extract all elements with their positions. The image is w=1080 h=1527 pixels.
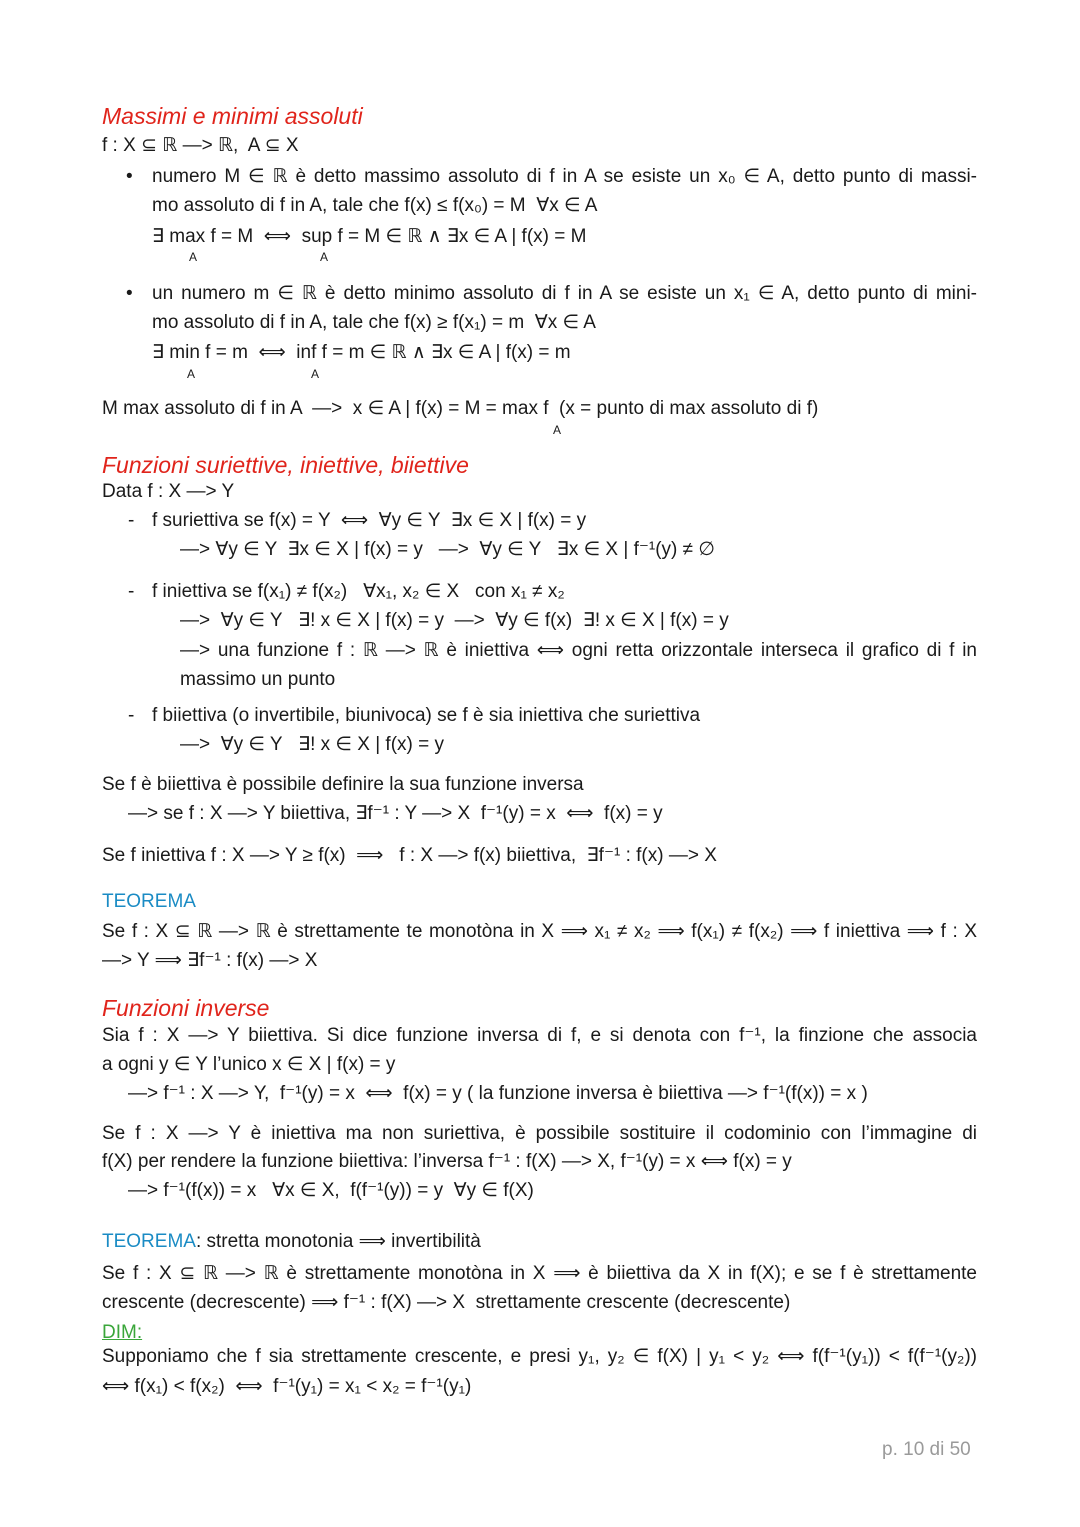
text-line: M max assoluto di f in A —> x ∈ A | f(x) = M = max f (x = punto di max assoluto di f) (102, 398, 819, 419)
theorem-label: TEOREMA (102, 891, 196, 912)
section-heading: Funzioni inverse (102, 995, 270, 1021)
text-line: ∃ min f = m ⟺ inf f = m ∈ ℝ ∧ ∃x ∈ A | f(x) = m (152, 342, 571, 363)
page-number: p. 10 di 50 (882, 1439, 971, 1460)
text-line: —> ∀y ∈ Y ∃! x ∈ X | f(x) = y —> ∀y ∈ f(x) ∃! x ∈ X | f(x) = y (180, 610, 729, 631)
theorem-heading (102, 1230, 481, 1254)
text-line: f(X) per rendere la funzione biiettiva: l’inversa f⁻¹ : f(X) —> X, f⁻¹(y) = x ⟺ f(x) = y (102, 1151, 792, 1172)
subscript: A (553, 423, 562, 437)
theorem-title: : stretta monotonia ⟹ invertibilità (195, 1231, 481, 1252)
text-line: massimo un punto (180, 669, 336, 690)
section-heading: Massimi e minimi assoluti (102, 103, 363, 129)
subscript: A (311, 367, 320, 381)
text-line: Data f : X —> Y (102, 481, 235, 502)
text-line: un numero m ∈ ℝ è detto minimo assoluto di f in A se esiste un x₁ ∈ A, detto punto di mini- (152, 283, 977, 304)
dim-label: DIM: (102, 1322, 143, 1343)
text-line: f biiettiva (o invertibile, biunivoca) se f è sia iniettiva che suriettiva (152, 705, 701, 726)
subscript: A (187, 367, 196, 381)
text-line: Se f iniettiva f : X —> Y ≥ f(x) ⟹ f : X —> f(x) biiettiva, ∃f⁻¹ : f(x) —> X (102, 845, 717, 866)
dash: - (128, 581, 135, 602)
theorem-label: TEOREMA (102, 1231, 196, 1252)
dash: - (128, 705, 135, 726)
text-line: Se f : X ⊆ ℝ —> ℝ è strettamente monotòna in X ⟹ è biiettiva da X in f(X); e se f è strettamente (102, 1263, 977, 1284)
text-line: f suriettiva se f(x) = Y ⟺ ∀y ∈ Y ∃x ∈ X | f(x) = y (152, 510, 587, 531)
section-heading: Funzioni suriettive, iniettive, biiettive (102, 452, 469, 478)
text-line: —> f⁻¹ : X —> Y, f⁻¹(y) = x ⟺ f(x) = y ( la funzione inversa è biiettiva —> f⁻¹(f(x)) = x ) (128, 1083, 868, 1104)
text-line: —> Y ⟹ ∃f⁻¹ : f(x) —> X (102, 950, 318, 971)
text-line: Se f è biiettiva è possibile definire la sua funzione inversa (102, 774, 584, 795)
bullet: • (126, 166, 133, 187)
text-line: —> una funzione f : ℝ —> ℝ è iniettiva ⟺ ogni retta orizzontale interseca il grafico di f in (180, 640, 977, 661)
dash: - (128, 510, 135, 531)
bullet: • (126, 283, 133, 304)
text-line: ⟺ f(x₁) < f(x₂) ⟺ f⁻¹(y₁) = x₁ < x₂ = f⁻¹(y₁) (102, 1376, 472, 1397)
text-line: f : X ⊆ ℝ —> ℝ, A ⊆ X (102, 135, 299, 156)
text-line: numero M ∈ ℝ è detto massimo assoluto di f in A se esiste un x₀ ∈ A, detto punto di massi- (152, 166, 977, 187)
text-line: Se f : X ⊆ ℝ —> ℝ è strettamente te monotòna in X ⟹ x₁ ≠ x₂ ⟹ f(x₁) ≠ f(x₂) ⟹ f iniettiva ⟹ f : X (102, 921, 977, 942)
text-line: Sia f : X —> Y biiettiva. Si dice funzione inversa di f, e si denota con f⁻¹, la finzione che associa (102, 1025, 977, 1046)
subscript: A (189, 250, 198, 264)
text-line: mo assoluto di f in A, tale che f(x) ≤ f(x₀) = M ∀x ∈ A (152, 195, 598, 216)
text-line: f iniettiva se f(x₁) ≠ f(x₂) ∀x₁, x₂ ∈ X con x₁ ≠ x₂ (152, 581, 565, 602)
text-line: —> ∀y ∈ Y ∃! x ∈ X | f(x) = y (180, 734, 445, 755)
text-line: —> ∀y ∈ Y ∃x ∈ X | f(x) = y —> ∀y ∈ Y ∃x ∈ X | f⁻¹(y) ≠ ∅ (180, 539, 715, 560)
text-line: crescente (decrescente) ⟹ f⁻¹ : f(X) —> X strettamente crescente (decrescente) (102, 1292, 791, 1313)
text-line: —> f⁻¹(f(x)) = x ∀x ∈ X, f(f⁻¹(y)) = y ∀y ∈ f(X) (128, 1180, 534, 1201)
text-line: ∃ max f = M ⟺ sup f = M ∈ ℝ ∧ ∃x ∈ A | f(x) = M (152, 226, 587, 247)
subscript: A (320, 250, 329, 264)
text-line: mo assoluto di f in A, tale che f(x) ≥ f(x₁) = m ∀x ∈ A (152, 312, 596, 333)
text-line: Supponiamo che f sia strettamente crescente, e presi y₁, y₂ ∈ f(X) | y₁ < y₂ ⟺ f(f⁻¹(y₁)) < f(f⁻¹(y₂)) (102, 1346, 977, 1367)
text-line: a ogni y ∈ Y l’unico x ∈ X | f(x) = y (102, 1054, 396, 1075)
text-line: Se f : X —> Y è iniettiva ma non suriettiva, è possibile sostituire il codominio con l’immagine di (102, 1123, 977, 1144)
text-line: —> se f : X —> Y biiettiva, ∃f⁻¹ : Y —> X f⁻¹(y) = x ⟺ f(x) = y (128, 803, 663, 824)
